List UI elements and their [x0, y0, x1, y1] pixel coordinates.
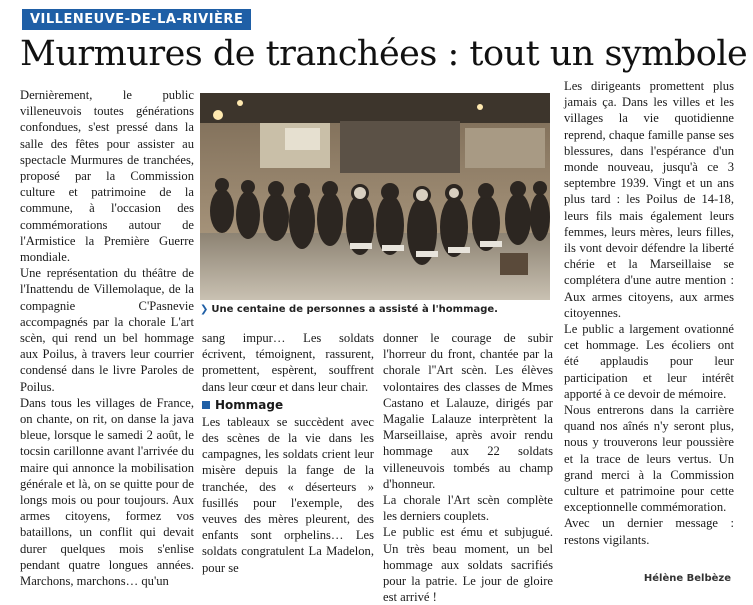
subhead-text: Hommage [215, 397, 284, 412]
paragraph: Une représentation du théâtre de l'Inattendu de Villemolaque, de la compagnie C'Pasnevie accompagnés par la chorale L'art scèn, qui rend un bel hommage aux Poilus, à travers leur courrier condensé dans le livre Paroles de Poilus. [20, 266, 194, 394]
audience-photo-image [200, 93, 550, 300]
column-4 [564, 78, 734, 548]
paragraph: Le public a largement ovationné cet hommage. Les écoliers ont été applaudis pour leur participation et leur intérêt apporté à ce devoir de mémoire. [564, 322, 734, 401]
section-kicker: VILLENEUVE-DE-LA-RIVIÈRE [22, 9, 251, 30]
photo-caption [200, 303, 556, 317]
column-2 [202, 330, 374, 576]
paragraph: La chorale l'Art scèn complète les derniers couplets. [383, 493, 553, 524]
caption-arrow-icon: ❯ [200, 304, 209, 315]
paragraph: Dans tous les villages de France, on chante, on rit, on danse la java bleue, lorsque le samedi 2 août, le tocsin carillonne avant l'arrivée du maire qui annonce la mobilisation générale et là, on se quitte pour de longs mois ou pour toujours. Aux armes citoyens, formez vos bataillons, un conflit qui devait durer quelques mois s'enlise pendant quatre longues années. Marchons, marchons… qu'un [20, 395, 194, 589]
paragraph: sang impur… Les soldats écrivent, témoignent, rassurent, promettent, espèrent, souffrent dans leur cœur et dans leur chair. [202, 331, 374, 394]
headline: Murmures de tranchées : tout un symbole [20, 34, 748, 74]
subhead [202, 397, 374, 414]
paragraph: Les dirigeants promettent plus jamais ça. Dans les villes et les villages la vie quotidienne reprend, chaque famille panse ses blessures, dans l'espérance d'un monde nouveau, jusqu'à ce 3 septembre 1939. Vingt et un ans plus tard : les Poilus de 14-18, leurs fils mais également leurs femmes, leurs mères, leurs filles, ils vont devoir défendre la liberté chérie et la Marseillaise se complétera d'une autre mention : Aux armes citoyens, aux armes citoyennes. [564, 79, 734, 320]
paragraph: Nous entrerons dans la carrière quand nos aînés n'y seront plus, nous y trouverons leur poussière et la trace de leurs vertus. Un grand merci à la Commission culture et patrimoine pour cette exceptionnelle commémoration. [564, 403, 734, 515]
paragraph: Les tableaux se succèdent avec des scènes de la vie dans les campagnes, les soldats crient leur misère depuis la fange de la tranchée, des « déserteurs » fusillés pour l'exemple, des veuves des mères pleurent, des enfants sont orphelins… Les soldats congratulent La Madelon, pour se [202, 414, 374, 575]
paragraph: Avec un dernier message : restons vigilants. [564, 516, 734, 547]
photo-caption-text: Une centaine de personnes a assisté à l'hommage. [211, 304, 498, 315]
square-bullet-icon [202, 401, 210, 409]
column-1 [20, 87, 194, 589]
paragraph: donner le courage de subir l'horreur du front, chantée par la chorale l''Art scèn. Les élèves volontaires des classes de Mmes Castano et Lalauze, dirigés par Magalie Lalauze interprètent la Marseillaise, après avoir rendu hommage aux 22 soldats villeneuvois tombés au champ d'honneur. [383, 331, 553, 491]
paragraph: Le public est ému et subjugué. Un très beau moment, un bel hommage aux soldats sacrifiés pour la patrie. Le jour de gloire est arrivé ! [383, 525, 553, 605]
column-3 [383, 330, 553, 605]
paragraph: Dernièrement, le public villeneuvois toutes générations confondues, s'est pressé dans la salle des fêtes pour assister au spectacle Murmures de tranchées, proposé par la Commission culture et patrimoine de la commune, à l'occasion des commémorations autour de l'Armistice la Première Guerre mondiale. [20, 88, 194, 265]
byline: Hélène Belbèze [643, 573, 731, 584]
audience-photo [200, 93, 550, 300]
